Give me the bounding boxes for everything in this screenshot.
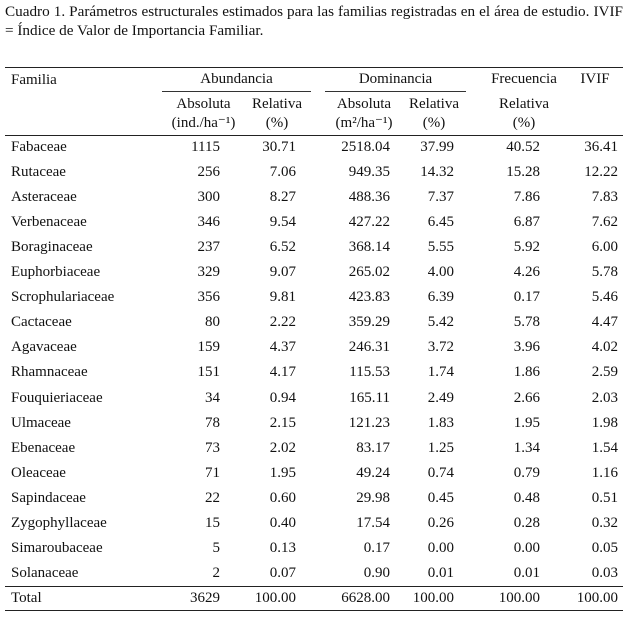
bottom-rule [5,610,623,611]
cell-dom-abs: 359.29 [348,314,390,331]
cell-abund-abs: 329 [197,264,220,281]
total-frec-rel: 100.00 [498,590,540,606]
cell-dom-rel: 5.42 [427,314,454,331]
total-dom-abs: 6628.00 [341,590,390,606]
cell-familia: Zygophyllaceae [11,514,107,531]
cell-ivif: 5.46 [591,289,618,306]
cell-abund-rel: 0.94 [269,389,296,406]
header-abundancia: Abundancia [200,71,273,87]
cell-abund-rel: 0.07 [269,564,296,581]
cell-familia: Oleaceae [11,464,66,481]
cell-ivif: 7.62 [591,214,618,231]
cell-abund-abs: 256 [197,164,220,181]
cell-dom-abs: 949.35 [348,164,390,181]
cell-dom-abs: 488.36 [348,189,390,206]
cell-dom-abs: 0.17 [363,539,390,556]
cell-abund-abs: 237 [197,239,220,256]
cell-ivif: 2.59 [591,364,618,381]
cell-dom-abs: 115.53 [349,364,390,381]
cell-abund-abs: 1115 [191,139,220,155]
cell-frec-rel: 5.78 [513,314,540,331]
cell-frec-rel: 15.28 [506,164,540,181]
cell-dom-rel: 2.49 [427,389,454,406]
cell-ivif: 4.02 [591,339,618,356]
cell-dom-rel: 0.26 [427,514,454,531]
cell-abund-abs: 78 [205,414,220,431]
cell-dom-rel: 0.00 [427,539,454,556]
cell-ivif: 1.98 [591,414,618,431]
cell-ivif: 0.32 [591,514,618,531]
total-label: Total [11,590,42,606]
cell-familia: Agavaceae [11,339,77,356]
cell-frec-rel: 4.26 [513,264,540,281]
top-rule [5,67,623,68]
cell-abund-abs: 159 [197,339,220,356]
cell-abund-rel: 2.22 [269,314,296,331]
total-ivif: 100.00 [576,590,618,606]
cell-abund-rel: 9.54 [269,214,296,231]
cell-dom-rel: 14.32 [420,164,454,181]
header-dom-relativa: Relativa [409,96,459,112]
cell-dom-rel: 0.74 [427,464,454,481]
header-ivif: IVIF [580,71,610,87]
cell-frec-rel: 0.01 [513,564,540,581]
cell-familia: Sapindaceae [11,489,86,506]
cell-abund-abs: 2 [212,564,220,581]
cell-dom-abs: 29.98 [356,489,390,506]
cell-dom-rel: 0.01 [427,564,454,581]
total-rule [5,586,623,587]
header-frec-relativa: Relativa [499,96,549,112]
cell-dom-rel: 1.25 [427,439,454,456]
cell-frec-rel: 7.86 [513,189,540,206]
cell-abund-abs: 34 [205,389,220,406]
cell-abund-abs: 71 [205,464,220,481]
cell-dom-abs: 265.02 [348,264,390,281]
dominancia-underline [325,91,466,92]
cell-frec-rel: 6.87 [513,214,540,231]
cell-ivif: 12.22 [584,164,618,181]
cell-familia: Ulmaceae [11,414,71,431]
cell-frec-rel: 1.34 [513,439,540,456]
cell-frec-rel: 5.92 [513,239,540,256]
cell-ivif: 4.47 [591,314,618,331]
cell-familia: Rutaceae [11,164,66,181]
header-frecuencia: Frecuencia [491,71,557,87]
cell-abund-abs: 80 [205,314,220,331]
cell-abund-rel: 9.81 [269,289,296,306]
header-familia: Familia [11,72,57,88]
cell-frec-rel: 0.28 [513,514,540,531]
cell-dom-abs: 83.17 [356,439,390,456]
cell-familia: Rhamnaceae [11,364,88,381]
header-abund-pct: (%) [265,115,289,131]
cell-abund-abs: 22 [205,489,220,506]
cell-abund-rel: 4.37 [269,339,296,356]
header-dom-unit: (m²/ha⁻¹) [335,115,393,131]
total-abund-rel: 100.00 [254,590,296,606]
cell-abund-rel: 0.13 [269,539,296,556]
cell-familia: Asteraceae [11,189,77,206]
abundancia-underline [162,91,311,92]
cell-ivif: 5.78 [591,264,618,281]
cell-abund-rel: 4.17 [269,364,296,381]
header-abund-relativa: Relativa [252,96,302,112]
table-caption: Cuadro 1. Parámetros estructurales estimados para las familias registradas en el área de estudio. IVIF = Índice de Valor de Importancia Familiar. [5,3,623,39]
cell-dom-rel: 5.55 [427,239,454,256]
cell-dom-rel: 4.00 [427,264,454,281]
cell-dom-abs: 246.31 [348,339,390,356]
cell-dom-abs: 427.22 [348,214,390,231]
cell-frec-rel: 1.95 [513,414,540,431]
cell-dom-abs: 121.23 [348,414,390,431]
cell-frec-rel: 40.52 [506,139,540,155]
cell-familia: Ebenaceae [11,439,76,456]
cell-abund-abs: 5 [212,539,220,556]
cell-abund-abs: 356 [197,289,220,306]
cell-familia: Fabaceae [11,139,67,155]
cell-ivif: 1.16 [591,464,618,481]
cell-frec-rel: 0.17 [513,289,540,306]
cell-familia: Cactaceae [11,314,72,331]
cell-dom-rel: 1.74 [427,364,454,381]
cell-abund-abs: 151 [197,364,220,381]
cell-ivif: 36.41 [584,139,618,155]
cell-ivif: 0.51 [591,489,618,506]
cell-abund-rel: 6.52 [269,239,296,256]
cell-abund-abs: 15 [205,514,220,531]
cell-dom-abs: 165.11 [349,389,390,406]
cell-abund-abs: 73 [205,439,220,456]
cell-familia: Boraginaceae [11,239,93,256]
cell-frec-rel: 3.96 [513,339,540,356]
cell-abund-rel: 7.06 [269,164,296,181]
cell-familia: Verbenaceae [11,214,87,231]
cell-dom-rel: 6.45 [427,214,454,231]
cell-abund-rel: 1.95 [269,464,296,481]
cell-abund-rel: 9.07 [269,264,296,281]
header-dominancia: Dominancia [358,71,433,87]
cell-dom-abs: 368.14 [348,239,390,256]
cell-ivif: 0.05 [591,539,618,556]
cell-frec-rel: 2.66 [513,389,540,406]
cell-dom-rel: 3.72 [427,339,454,356]
cell-familia: Euphorbiaceae [11,264,101,281]
cell-abund-rel: 0.60 [269,489,296,506]
cell-dom-abs: 423.83 [348,289,390,306]
header-abund-unit: (ind./ha⁻¹) [171,115,236,131]
cell-dom-abs: 17.54 [356,514,390,531]
header-dom-absoluta: Absoluta [336,96,392,112]
cell-abund-abs: 346 [197,214,220,231]
header-dom-pct: (%) [422,115,446,131]
cell-dom-rel: 37.99 [420,139,454,155]
cell-ivif: 2.03 [591,389,618,406]
cell-abund-rel: 30.71 [262,139,296,155]
cell-abund-abs: 300 [197,189,220,206]
cell-ivif: 1.54 [591,439,618,456]
cell-dom-abs: 49.24 [356,464,390,481]
cell-dom-abs: 2518.04 [341,139,390,155]
cell-familia: Solanaceae [11,564,79,581]
cell-frec-rel: 1.86 [513,364,540,381]
cell-abund-rel: 2.02 [269,439,296,456]
cell-dom-rel: 0.45 [427,489,454,506]
cell-abund-rel: 8.27 [269,189,296,206]
cell-dom-rel: 6.39 [427,289,454,306]
cell-familia: Scrophulariaceae [11,289,115,306]
cell-dom-rel: 7.37 [427,189,454,206]
cell-frec-rel: 0.48 [513,489,540,506]
total-abund-abs: 3629 [190,590,220,606]
cell-dom-abs: 0.90 [363,564,390,581]
cell-ivif: 0.03 [591,564,618,581]
cell-frec-rel: 0.00 [513,539,540,556]
cell-familia: Fouquieriaceae [11,389,103,406]
header-frec-pct: (%) [512,115,536,131]
cell-ivif: 7.83 [591,189,618,206]
cell-frec-rel: 0.79 [513,464,540,481]
header-abund-absoluta: Absoluta [176,96,231,112]
cell-familia: Simaroubaceae [11,539,103,556]
total-dom-rel: 100.00 [412,590,454,606]
cell-ivif: 6.00 [591,239,618,256]
cell-abund-rel: 2.15 [269,414,296,431]
header-rule [5,135,623,136]
cell-abund-rel: 0.40 [269,514,296,531]
cell-dom-rel: 1.83 [427,414,454,431]
